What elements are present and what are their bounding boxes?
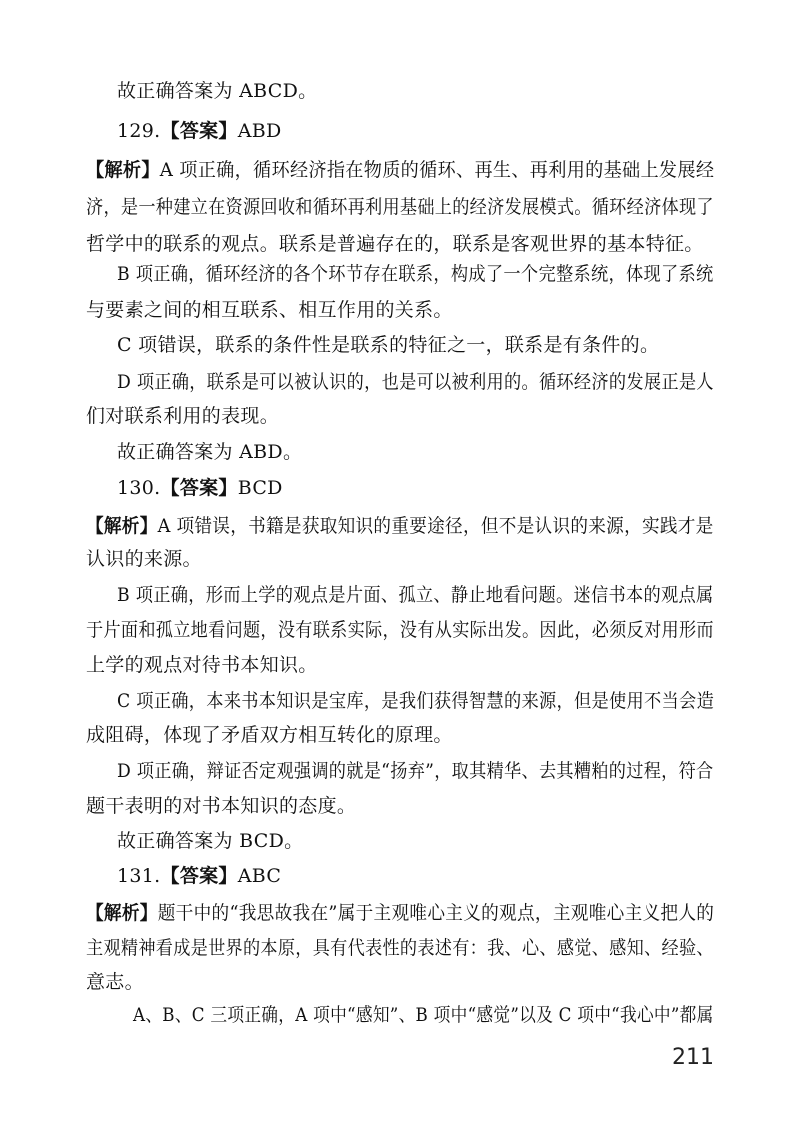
analysis-line: [86, 157, 714, 183]
page-number: 211: [672, 1045, 714, 1070]
text-line: [117, 369, 714, 395]
answer-tag: 【答案】: [160, 865, 238, 887]
question-number: 129.: [117, 120, 161, 142]
text-line: [86, 297, 453, 323]
text-line: [86, 935, 714, 961]
line-text: 故正确答案为 ABCD。: [117, 80, 318, 102]
analysis-line: [86, 513, 714, 539]
question-number: 130.: [117, 477, 161, 499]
text-line: [117, 261, 714, 287]
text-line: [86, 617, 714, 643]
answer-heading-130: [117, 475, 283, 501]
text-line: [86, 793, 356, 819]
analysis-tag: 【解析】: [86, 159, 160, 181]
line-text: A、B、C 三项正确，A 项中“感知”、B 项中“感觉”以及 C 项中“我心中”都属: [133, 1004, 714, 1026]
line-text: B 项正确，循环经济的各个环节存在联系，构成了一个完整系统，体现了系统: [117, 263, 714, 285]
line-text: 题干表明的对书本知识的态度。: [86, 795, 357, 817]
line-text: 故正确答案为 BCD。: [117, 830, 304, 852]
line-text: 主观精神看成是世界的本原，具有代表性的表述有：我、心、感觉、感知、经验、: [86, 937, 714, 959]
text-line: [86, 652, 318, 678]
text-line: [86, 969, 144, 995]
answer-value: ABD: [237, 120, 282, 142]
line-text: 故正确答案为 ABD。: [117, 441, 303, 463]
text-line: [117, 332, 659, 358]
line-text: 于片面和孤立地看问题，没有联系实际，没有从实际出发。因此，必须反对用形而: [86, 619, 714, 641]
text-line: [117, 758, 714, 784]
line-text: 认识的来源。: [86, 548, 202, 570]
analysis-line: [86, 900, 714, 926]
analysis-tag: 【解析】: [86, 515, 158, 537]
text-line: [117, 828, 303, 854]
line-text: 哲学中的联系的观点。联系是普遍存在的，联系是客观世界的基本特征。: [86, 233, 704, 255]
text-line: [117, 78, 317, 104]
line-text: 上学的观点对待书本知识。: [86, 654, 318, 676]
answer-value: BCD: [237, 477, 283, 499]
answer-tag: 【答案】: [160, 477, 238, 499]
line-text: A 项错误，书籍是获取知识的重要途径，但不是认识的来源，实践才是: [157, 515, 714, 537]
line-text: C 项正确，本来书本知识是宝库，是我们获得智慧的来源，但是使用不当会造: [117, 690, 715, 712]
analysis-tag: 【解析】: [86, 902, 158, 924]
line-text: 们对联系利用的表现。: [86, 405, 280, 427]
line-text: 题干中的“我思故我在”属于主观唯心主义的观点，主观唯心主义把人的: [157, 902, 715, 924]
text-line: [117, 688, 714, 714]
text-line: [117, 439, 302, 465]
line-text: 济，是一种建立在资源回收和循环再利用基础上的经济发展模式。循环经济体现了: [86, 196, 714, 218]
line-text: D 项正确，辩证否定观强调的就是“扬弃”，取其精华、去其糟粕的过程，符合: [117, 760, 714, 782]
text-line: [86, 194, 714, 220]
text-line: [86, 403, 279, 429]
text-line: [133, 1002, 714, 1028]
line-text: B 项正确，形而上学的观点是片面、孤立、静止地看问题。迷信书本的观点属: [117, 584, 714, 606]
line-text: 成阻碍，体现了矛盾双方相互转化的原理。: [86, 724, 453, 746]
answer-value: ABC: [237, 865, 282, 887]
answer-tag: 【答案】: [160, 120, 238, 142]
text-line: [86, 722, 453, 748]
text-line: [86, 546, 202, 572]
line-text: 与要素之间的相互联系、相互作用的关系。: [86, 299, 453, 321]
text-line: [117, 582, 714, 608]
line-text: 意志。: [86, 971, 144, 993]
line-text: A 项正确，循环经济指在物质的循环、再生、再利用的基础上发展经: [159, 159, 715, 181]
answer-heading-129: [117, 118, 282, 144]
text-line: [86, 231, 704, 257]
line-text: C 项错误，联系的条件性是联系的特征之一，联系是有条件的。: [117, 334, 660, 356]
question-number: 131.: [117, 865, 161, 887]
answer-heading-131: [117, 863, 281, 889]
line-text: D 项正确，联系是可以被认识的，也是可以被利用的。循环经济的发展正是人: [117, 371, 714, 393]
